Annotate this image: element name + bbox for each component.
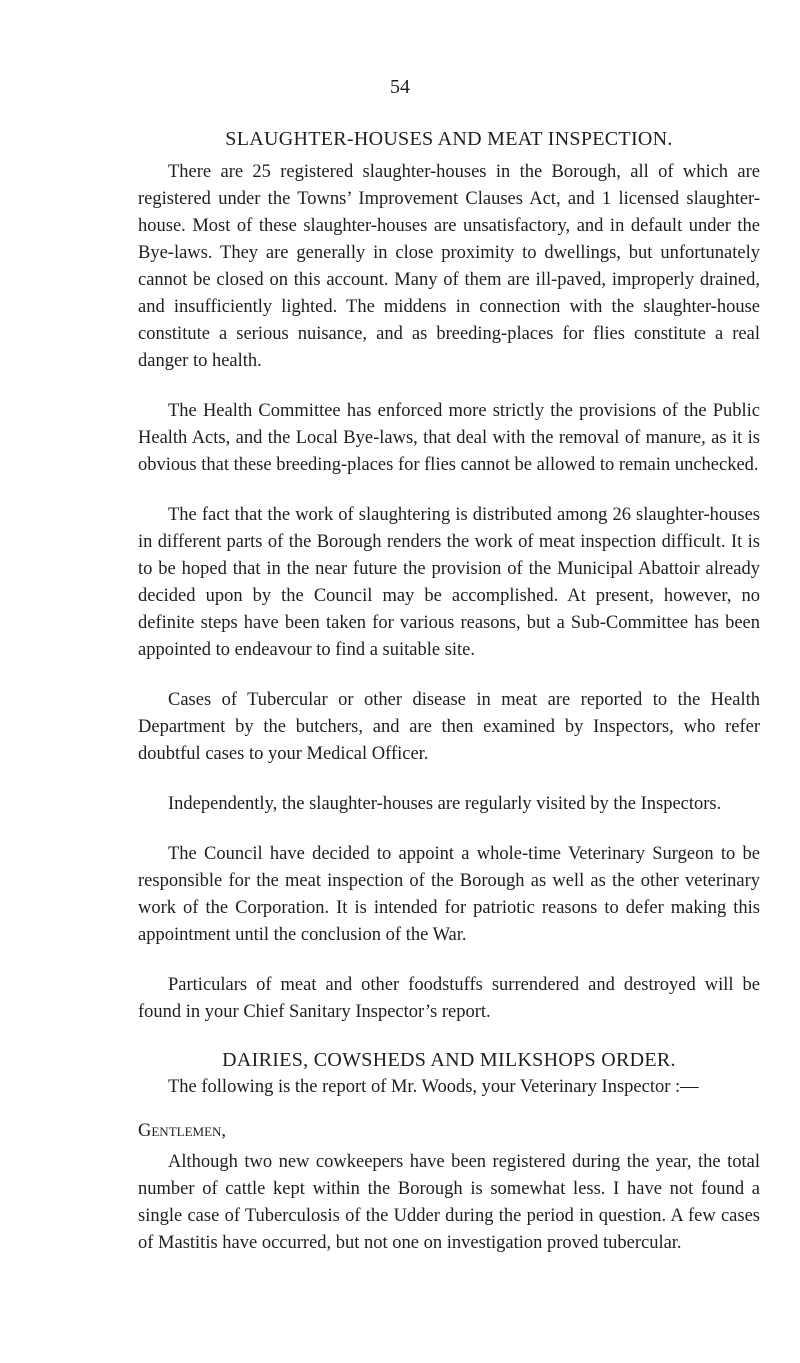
section-heading-dairies: DAIRIES, COWSHEDS AND MILKSHOPS ORDER. [222,1049,676,1071]
paragraph: Independently, the slaughter-houses are regularly visited by the Inspectors. [168,794,722,814]
paragraph: Although two new cowkeepers have been registered during the year, the total number of cattle kept within the Borough is somewhat less. I have not found a single case of Tuberculosis of the Udder during the period in question. A few cases of Mastitis have occurred, but not one on investigation proved tubercular. [138,1152,760,1253]
paragraph: Cases of Tubercular or other disease in meat are reported to the Health Department by the butchers, and are then examined by Inspectors, who refer doubtful cases to your Medical Officer. [138,690,760,764]
paragraph: The fact that the work of slaughtering is distributed among 26 slaughter-houses in different parts of the Borough renders the work of meat inspection difficult. It is to be hoped that in the near future the provision of the Municipal Abattoir already decided upon by the Council may be accomplished. At present, however, no definite steps have been taken for various reasons, but a Sub-Committee has been appointed to endeavour to find a suitable site. [138,505,760,660]
intro-paragraph: The following is the report of Mr. Woods, your Veterinary Inspector :— [168,1077,699,1097]
paragraph: Particulars of meat and other foodstuffs surrendered and destroyed will be found in your Chief Sanitary Inspector’s report. [138,975,760,1022]
section-heading-slaughter-houses: SLAUGHTER-HOUSES AND MEAT INSPECTION. [225,128,673,150]
paragraph: The Council have decided to appoint a whole-time Veterinary Surgeon to be responsible for the meat inspection of the Borough as well as the other veterinary work of the Corporation. It is intended for patriotic reasons to defer making this appointment until the conclusion of the War. [138,844,760,945]
paragraph: There are 25 registered slaughter-houses in the Borough, all of which are registered under the Towns’ Improvement Clauses Act, and 1 licensed slaughter-house. Most of these slaughter-houses are unsatisfactory, and in default under the Bye-laws. They are generally in close proximity to dwellings, but unfortunately cannot be closed on this account. Many of them are ill-paved, improperly drained, and insufficiently lighted. The middens in connection with the slaughter-house constitute a serious nuisance, and as breeding-places for flies constitute a real danger to health. [138,162,760,371]
page-number: 54 [390,76,410,98]
salutation: Gentlemen, [138,1121,227,1141]
document-body [138,118,760,1280]
paragraph: The Health Committee has enforced more strictly the provisions of the Public Health Acts, and the Local Bye-laws, that deal with the removal of manure, as it is obvious that these breeding-places for flies cannot be allowed to remain unchecked. [138,401,760,475]
